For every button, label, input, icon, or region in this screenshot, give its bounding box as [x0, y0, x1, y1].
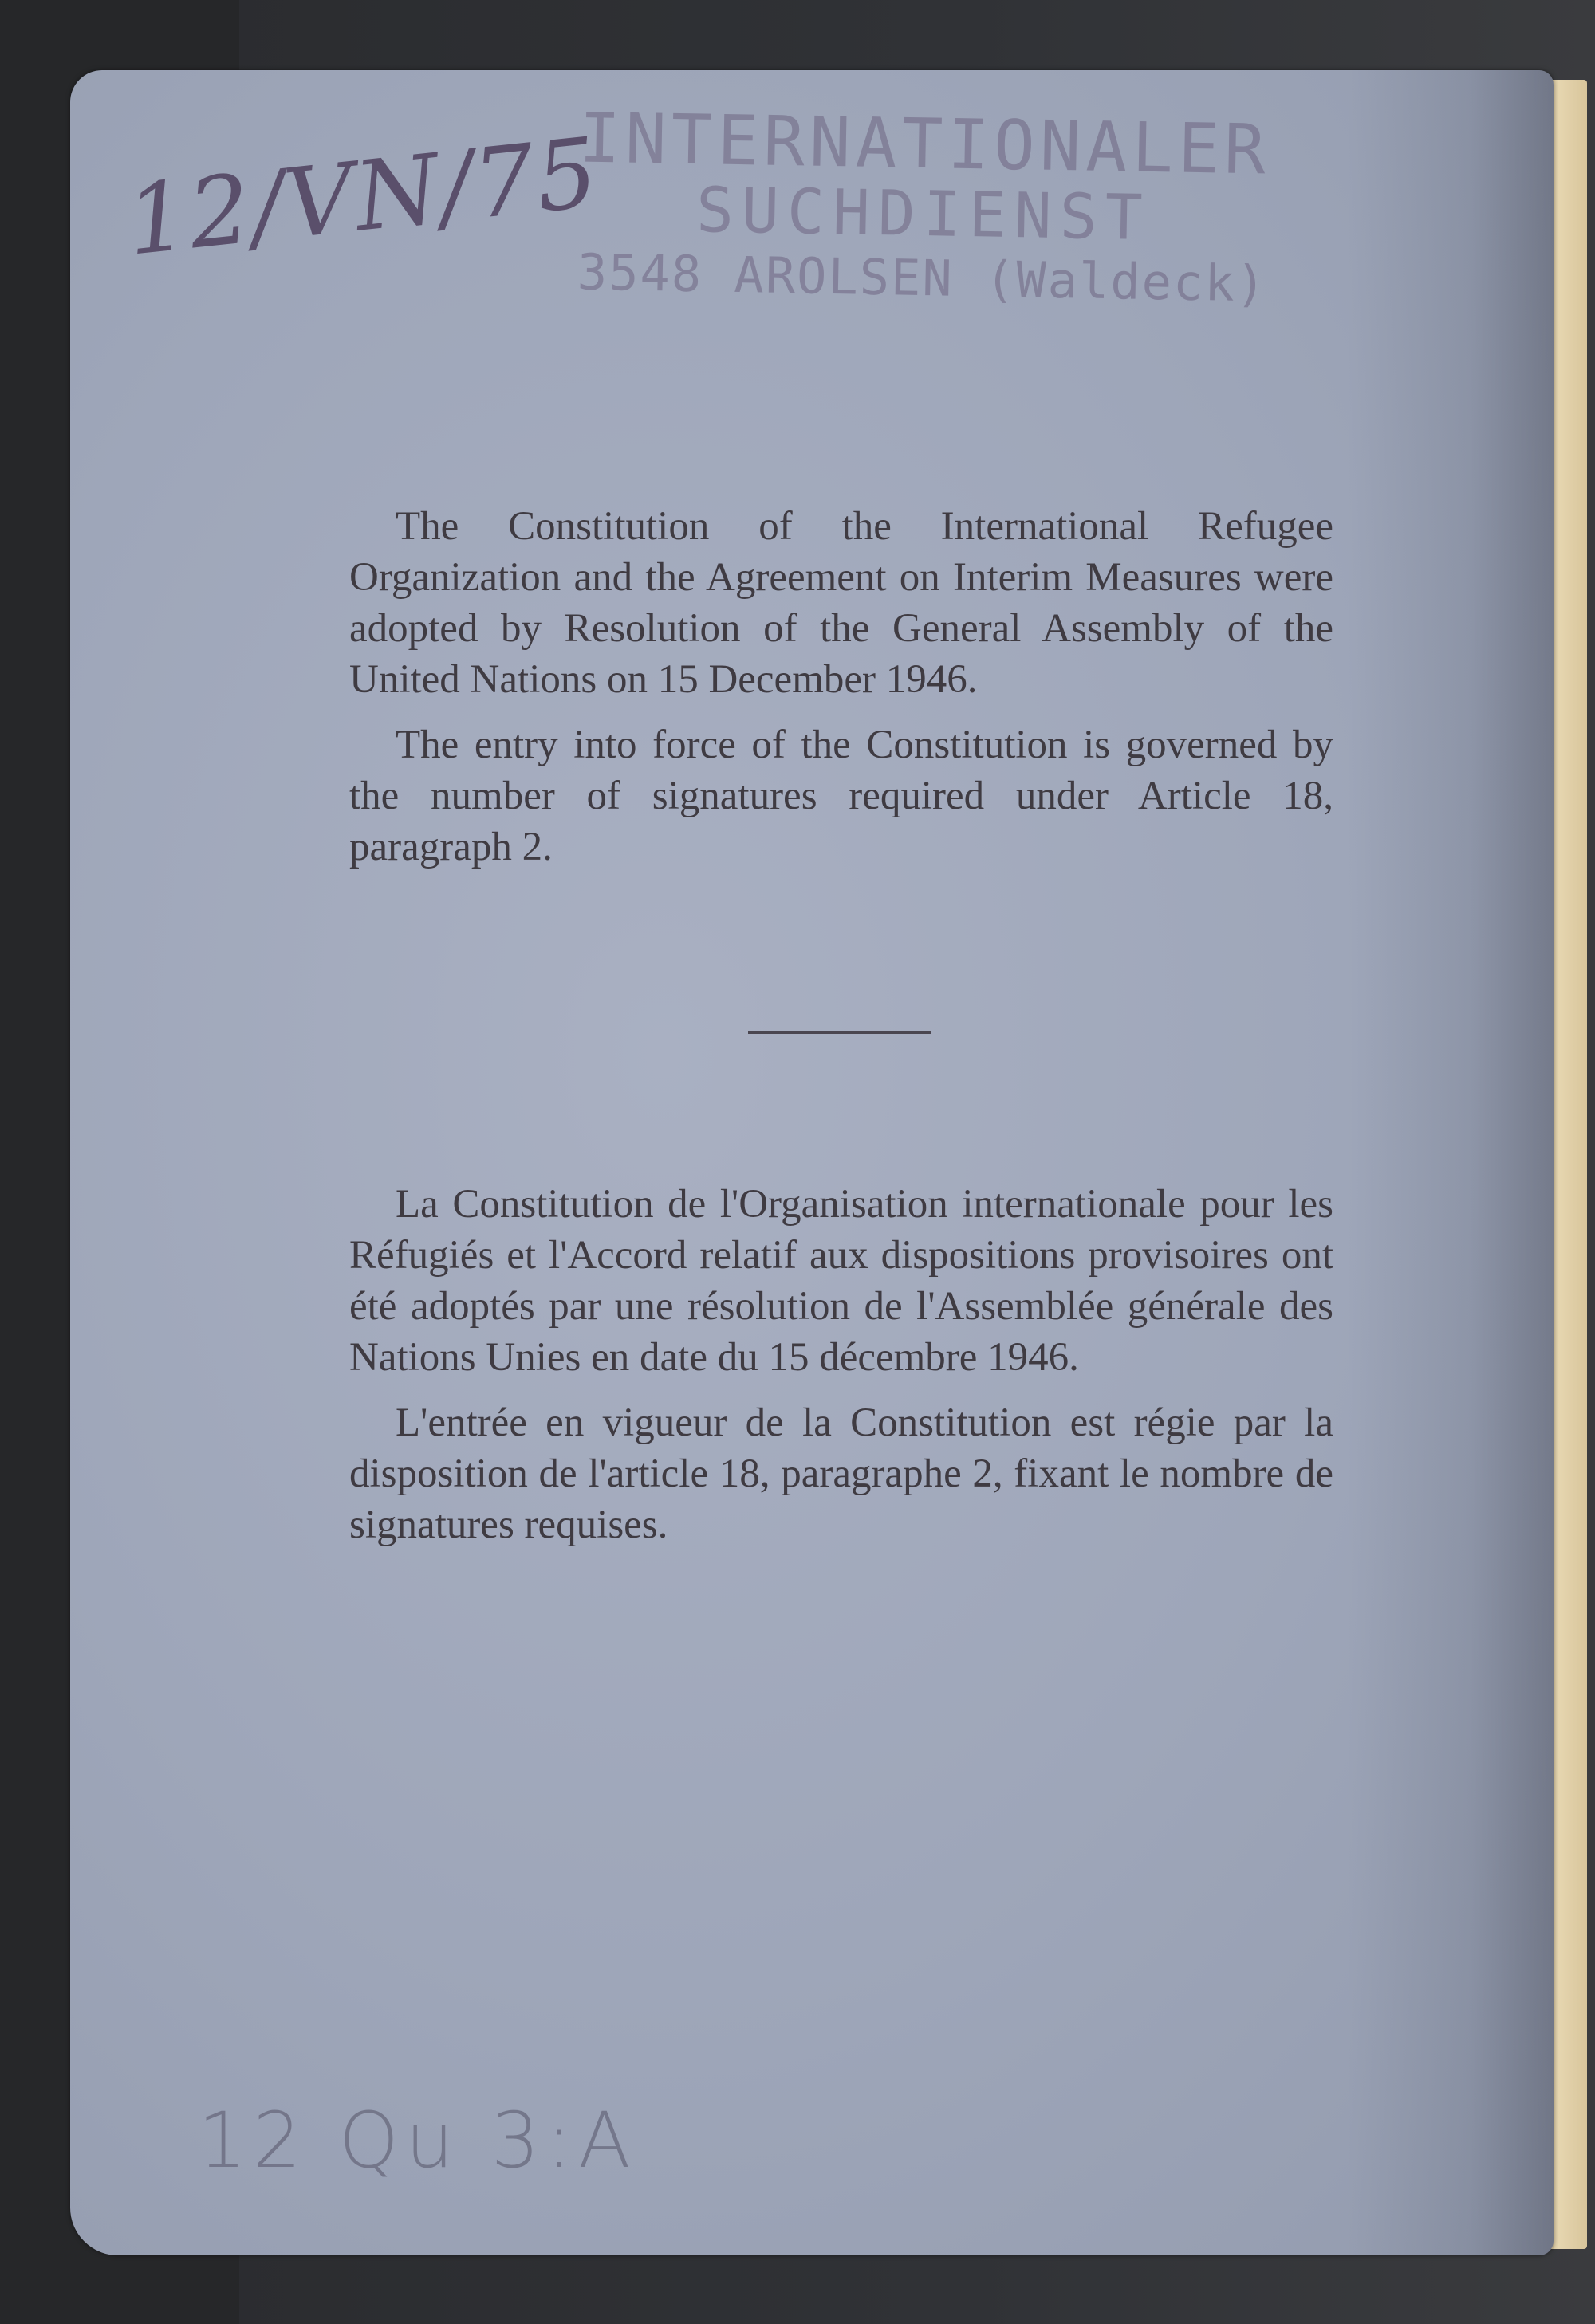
english-text-block	[349, 501, 1333, 887]
page-spine-shadow	[1346, 70, 1554, 2255]
stamp-line-2: SUCHDIENST	[695, 175, 1152, 254]
english-paragraph-1: The Constitution of the International Refugee Organization and the Agreement on Interim Measures were adopted by Resolution of the General Assembly of the United Nations on 15 December 1946.	[349, 504, 1333, 702]
english-paragraph-2: The entry into force of the Constitution is governed by the number of signatures required under Article 18, paragraph 2.	[349, 723, 1333, 869]
french-paragraph-1: La Constitution de l'Organisation internationale pour les Réfugiés et l'Accord relatif aux dispositions provisoires ont été adoptés par une résolution de l'Assemblée générale des Nations Unies en date du 15 décembre 1946.	[349, 1182, 1333, 1380]
stamp-line-1: INTERNATIONALER	[578, 98, 1271, 191]
archive-stamp	[563, 98, 1284, 313]
french-paragraph-2: L'entrée en vigueur de la Constitution est régie par la disposition de l'article 18, paragraphe 2, fixant le nombre de signatures requises.	[349, 1400, 1333, 1547]
handwritten-reference-bottom: 12 Qu 3:A	[198, 2096, 637, 2185]
handwritten-reference-top: 12/VN/75	[121, 117, 605, 278]
french-text-block	[349, 1179, 1333, 1565]
section-divider	[748, 1031, 931, 1034]
document-page	[70, 70, 1554, 2255]
stamp-line-3: 3548 AROLSEN (Waldeck)	[577, 242, 1268, 313]
